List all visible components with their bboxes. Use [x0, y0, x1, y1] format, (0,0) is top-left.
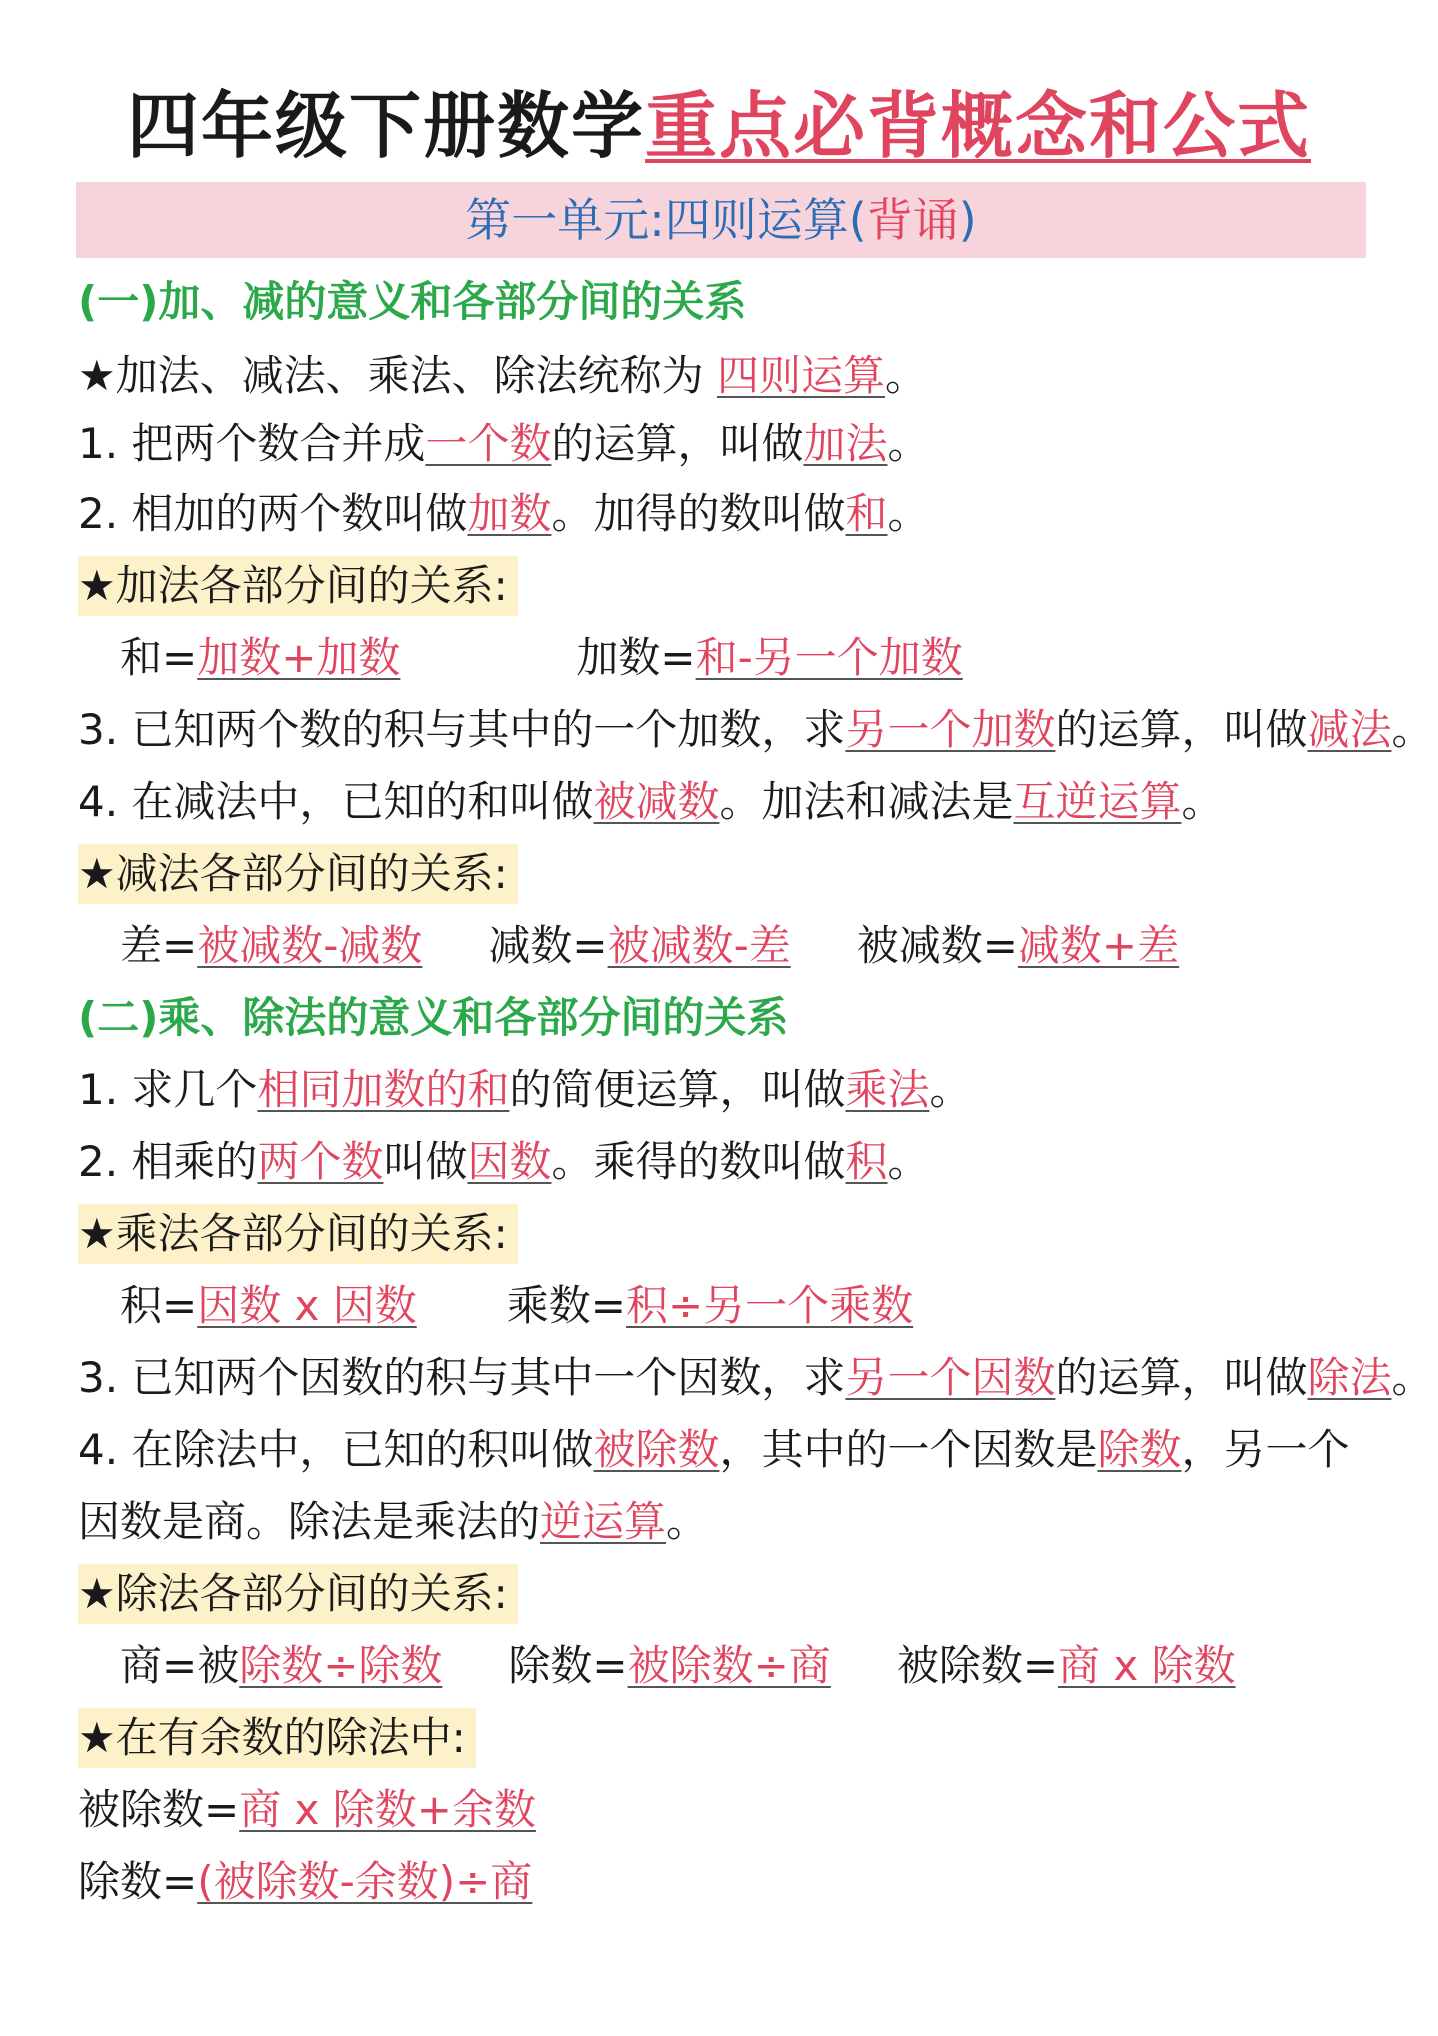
highlight-heading: ★加法各部分间的关系: [78, 556, 518, 616]
text: 被除数= [78, 1785, 240, 1834]
text: 。 [1391, 705, 1434, 754]
text: 积= [120, 1281, 198, 1330]
text: 乘数= [506, 1281, 626, 1330]
text: 。 [887, 489, 930, 538]
text: 。加法和减法是 [719, 777, 1014, 826]
text: 和= [120, 633, 198, 682]
highlight-heading: ★减法各部分间的关系: [78, 844, 518, 904]
text: 1. 把两个数合并成 [78, 419, 426, 468]
text: 除数= [78, 1857, 198, 1906]
text: 2. 相加的两个数叫做 [78, 489, 468, 538]
line-factor [78, 1132, 930, 1192]
answer: 被减数 [593, 777, 720, 826]
text: 的简便运算，叫做 [509, 1065, 846, 1114]
remainder-formula-1 [78, 1780, 536, 1840]
line-dividend [78, 1420, 1350, 1480]
text: 。 [887, 419, 930, 468]
line-minuend [78, 772, 1224, 832]
remainder-formula-2 [78, 1852, 532, 1912]
answer: 乘法 [845, 1065, 930, 1114]
div-formulas [120, 1636, 1236, 1696]
line-four-operations [78, 346, 927, 406]
text: 4. 在减法中，已知的和叫做 [78, 777, 594, 826]
line-add-def [78, 414, 930, 474]
line-sub-def [78, 700, 1434, 760]
section-heading-2: (二)乘、除法的意义和各部分间的关系 [78, 993, 789, 1042]
unit-text: 第一单元:四则运算( [465, 193, 867, 247]
answer: 被除数 [593, 1425, 720, 1474]
add-formulas [120, 628, 963, 688]
answer: 除数÷除数 [239, 1641, 443, 1690]
div-relation-heading [78, 1564, 518, 1624]
answer: 加数+加数 [197, 633, 401, 682]
answer: 商 x 除数 [1058, 1641, 1236, 1690]
text: 。 [929, 1065, 972, 1114]
answer: 互逆运算 [1013, 777, 1182, 826]
text: 。 [1181, 777, 1224, 826]
add-relation-heading [78, 556, 518, 616]
line-mul-def [78, 1060, 972, 1120]
text: 。 [885, 351, 928, 400]
text: 被减数= [856, 921, 1018, 970]
text: ，其中的一个因数是 [719, 1425, 1098, 1474]
text: 。 [1391, 1353, 1434, 1402]
answer: 积 [845, 1137, 888, 1186]
line-addend [78, 484, 930, 544]
answer: 逆运算 [540, 1497, 667, 1546]
answer: 被减数-减数 [197, 921, 423, 970]
text: 。加得的数叫做 [551, 489, 846, 538]
answer: 加法 [803, 419, 888, 468]
answer: 因数 x 因数 [197, 1281, 417, 1330]
highlight-heading: ★乘法各部分间的关系: [78, 1204, 518, 1264]
unit-banner [76, 182, 1366, 258]
answer: 一个数 [425, 419, 552, 468]
sub-relation-heading [78, 844, 518, 904]
text: 的运算，叫做 [551, 419, 804, 468]
answer: 减数+差 [1017, 921, 1180, 970]
answer: 除数 [1097, 1425, 1182, 1474]
answer: 减法 [1307, 705, 1392, 754]
title-red: 重点必背概念和公式 [645, 84, 1312, 168]
text: 。乘得的数叫做 [551, 1137, 846, 1186]
answer: (被除数-余数)÷商 [197, 1857, 533, 1906]
answer: 因数 [467, 1137, 552, 1186]
unit-recite: 背诵 [866, 193, 959, 247]
answer: 商 x 除数+余数 [239, 1785, 536, 1834]
text: 的运算，叫做 [1055, 1353, 1308, 1402]
text: 因数是商。除法是乘法的 [78, 1497, 541, 1546]
text: ★加法、减法、乘法、除法统称为 [78, 351, 718, 400]
answer: 被除数÷商 [627, 1641, 831, 1690]
text: 减数= [488, 921, 608, 970]
text: 的运算，叫做 [1055, 705, 1308, 754]
text: 4. 在除法中，已知的积叫做 [78, 1425, 594, 1474]
text: 商=被 [120, 1641, 240, 1690]
answer: 另一个加数 [845, 705, 1056, 754]
text: 3. 已知两个数的积与其中的一个加数，求 [78, 705, 846, 754]
answer: 加数 [467, 489, 552, 538]
answer: 除法 [1307, 1353, 1392, 1402]
text: 。 [887, 1137, 930, 1186]
page-title [0, 78, 1438, 174]
text: 除数= [508, 1641, 628, 1690]
remainder-heading [78, 1708, 476, 1768]
highlight-heading: ★在有余数的除法中: [78, 1708, 476, 1768]
mul-relation-heading [78, 1204, 518, 1264]
answer: 积÷另一个乘数 [625, 1281, 914, 1330]
text: 被除数= [896, 1641, 1059, 1690]
answer: 被减数-差 [607, 921, 791, 970]
line-div-def [78, 1348, 1434, 1408]
line-inverse-op [78, 1492, 708, 1552]
answer: 相同加数的和 [257, 1065, 510, 1114]
text: 1. 求几个 [78, 1065, 258, 1114]
answer: 四则运算 [717, 351, 886, 400]
text: 加数= [576, 633, 696, 682]
sub-formulas [120, 916, 1179, 976]
mul-formulas [120, 1276, 913, 1336]
text: 。 [666, 1497, 709, 1546]
text: 2. 相乘的 [78, 1137, 258, 1186]
text: 差= [120, 921, 198, 970]
title-black: 四年级下册数学 [126, 84, 645, 168]
text: ，另一个 [1181, 1425, 1350, 1474]
text: 叫做 [383, 1137, 468, 1186]
unit-close: ) [958, 193, 977, 247]
section-heading-1: (一)加、减的意义和各部分间的关系 [78, 277, 747, 326]
highlight-heading: ★除法各部分间的关系: [78, 1564, 518, 1624]
answer: 和 [845, 489, 888, 538]
text: 3. 已知两个因数的积与其中一个因数，求 [78, 1353, 846, 1402]
answer: 和-另一个加数 [695, 633, 963, 682]
answer: 两个数 [257, 1137, 384, 1186]
answer: 另一个因数 [845, 1353, 1056, 1402]
